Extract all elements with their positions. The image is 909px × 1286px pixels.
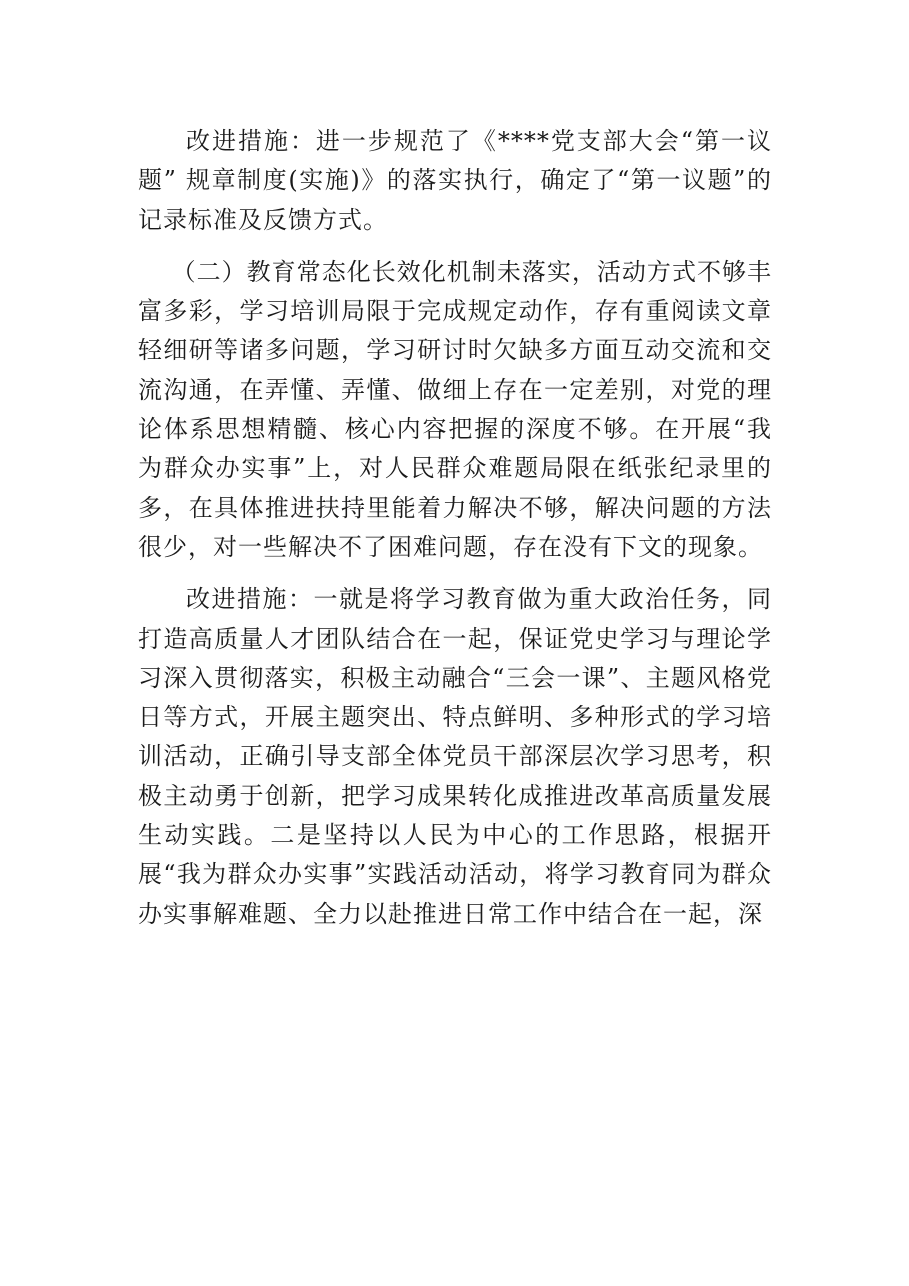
- paragraph-improvement-2: 改进措施：一就是将学习教育做为重大政治任务，同打造高质量人才团队结合在一起，保证党史学习与理论学习深入贯彻落实，积极主动融合“三会一课”、主题风格党日等方式，开展主题突出、特点鲜明、多种形式的学习培训活动，正确引导支部全体党员干部深层次学习思考，积极主动勇于创新，把学习成果转化成推进改革高质量发展生动实践。二是坚持以人民为中心的工作思路，根据开展“我为群众办实事”实践活动活动，将学习教育同为群众办实事解难题、全力以赴推进日常工作中结合在一起，深: [138, 585, 772, 928]
- paragraph-issue-2: （二）教育常态化长效化机制未落实，活动方式不够丰富多彩，学习培训局限于完成规定动作，存有重阅读文章轻细研等诸多问题，学习研讨时欠缺多方面互动交流和交流沟通，在弄懂、弄懂、做细上存在一定差别，对党的理论体系思想精髓、核心内容把握的深度不够。在开展“我为群众办实事”上，对人民群众难题局限在纸张纪录里的多，在具体推进扶持里能着力解决不够，解决问题的方法很少，对一些解决不了困难问题，存在没有下文的现象。: [138, 257, 772, 561]
- document-body: [138, 122, 772, 947]
- paragraph-improvement-1: 改进措施：进一步规范了《****党支部大会“第一议题” 规章制度(实施)》的落实执行，确定了“第一议题”的记录标准及反馈方式。: [138, 127, 772, 234]
